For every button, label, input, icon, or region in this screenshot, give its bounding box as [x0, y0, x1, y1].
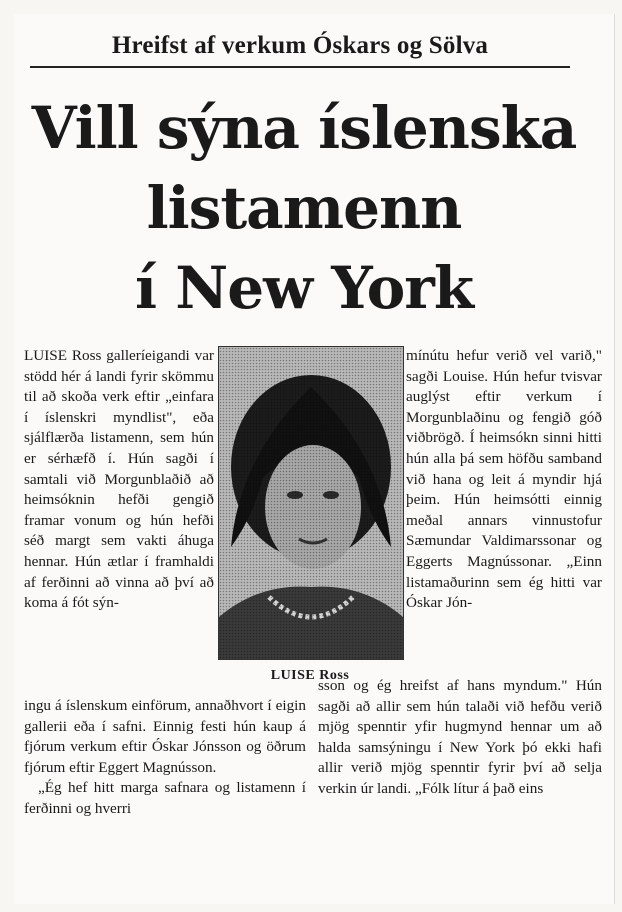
- column-2-paragraph-2: „Ég hef hitt marga safnara og listamenn í ferðinni og hverri: [24, 779, 306, 817]
- headline-line-1: Vill sýna íslenska: [31, 94, 577, 162]
- kicker-heading: Hreifst af verkum Óskars og Sölva: [111, 32, 489, 59]
- column-1-text: LUISE Ross galleríeigandi var stödd hér á landi fyrir skömmu til að skoða verk eftir „einfara í íslenskri myndlist", eða sjálflærða listamenn, sem hún er sérhæfð í. Hún sagði í samtali við Morgunblaðið að heimsóknin hefði gengið framar vonum og hún hefði séð margt sem vakti áhuga hennar. Hún ætlar í framhaldi af ferðinni að vinna að því að koma á fót sýn-: [24, 347, 214, 612]
- headline-line-2: listamenn: [146, 174, 462, 242]
- headline-line-3: í New York: [134, 254, 474, 322]
- column-1: [24, 346, 214, 614]
- column-3-text: mínútu hefur verið vel varið," sagði Louise. Hún hefur tvisvar auglýst eftir verkum í Morgunblaðinu og fengið góð viðbrögð. Í heimsókn sinni hitti hún alla þá sem höfðu samband við hana og leit á myndir hjá þeim. Hún heimsótti einnig meðal annars vinnustofur Sæmundar Valdimarssonar og Eggerts Magnússonar. „Einn listamaðurinn sem ég hitti var Óskar Jón-: [406, 347, 602, 612]
- headline: [10, 88, 598, 328]
- photo-caption: LUISE Ross: [270, 668, 350, 683]
- column-4-text: sson og ég hreifst af hans myndum." Hún sagði að allir sem hún talaði við hefðu verið mjög spenntir yfir hugmynd hennar um að halda samsýningu í New York þó ekki hafi allir verið mjög spenntir fyrir því að selja verkin úr landi. „Fólk lítur á það eins: [318, 677, 602, 797]
- portrait-illustration: [219, 347, 403, 659]
- column-2-paragraph-1: ingu á íslenskum einförum, annaðhvort í eigin gallerii eða í safni. Einnig festi hún kaup á fjórum verkum eftir Óskar Jónsson og öðrum fjórum eftir Eggert Magnússon.: [24, 697, 306, 776]
- column-3: [406, 346, 602, 614]
- column-4: [318, 676, 602, 800]
- column-2: [24, 696, 306, 820]
- kicker-rule: [30, 66, 570, 68]
- portrait-photo: [218, 346, 404, 660]
